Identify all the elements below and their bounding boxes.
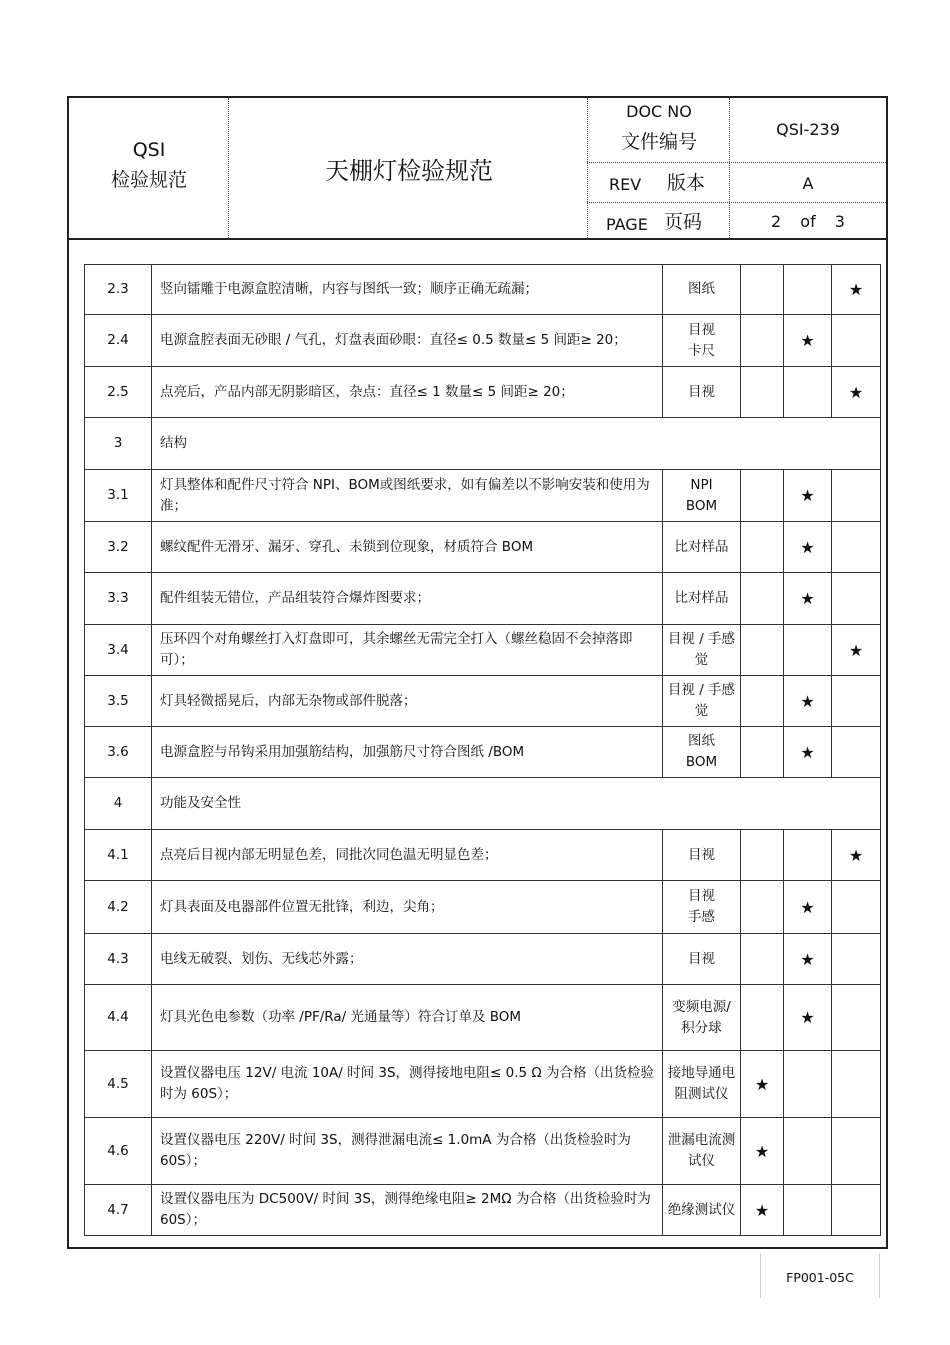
inspection-method: 目视 卡尺 <box>663 315 741 367</box>
severity-mark <box>832 727 881 778</box>
inspection-method: NPI BOM <box>663 470 741 522</box>
severity-mark <box>784 1118 832 1185</box>
item-number: 2.5 <box>85 367 152 418</box>
inspection-method: 目视 <box>663 934 741 985</box>
item-number: 3.5 <box>85 676 152 727</box>
severity-mark <box>741 934 784 985</box>
table-row <box>85 1051 881 1118</box>
doc-no-value: QSI-239 <box>776 120 840 139</box>
inspection-item: 点亮后，产品内部无阴影暗区，杂点：直径≤ 1 数量≤ 5 间距≥ 20； <box>152 367 663 418</box>
item-number: 4.3 <box>85 934 152 985</box>
org-name: 检验规范 <box>110 169 187 191</box>
inspection-method: 比对样品 <box>663 522 741 573</box>
table-row <box>85 522 881 573</box>
inspection-method: 绝缘测试仪 <box>663 1185 741 1236</box>
severity-mark <box>784 625 832 676</box>
severity-mark <box>832 1185 881 1236</box>
inspection-method: 目视 手感 <box>663 881 741 934</box>
inspection-method: 目视 <box>663 367 741 418</box>
inspection-method: 目视 <box>663 830 741 881</box>
doc-no-label-en: DOC NO <box>626 102 692 121</box>
item-number: 4.1 <box>85 830 152 881</box>
table-row <box>85 727 881 778</box>
item-number: 4.7 <box>85 1185 152 1236</box>
severity-mark <box>832 522 881 573</box>
severity-mark <box>832 470 881 522</box>
severity-mark: ★ <box>784 985 832 1051</box>
inspection-method: 目视 / 手感觉 <box>663 676 741 727</box>
org-code: QSI <box>132 139 166 161</box>
item-number: 4.5 <box>85 1051 152 1118</box>
inspection-method: 图纸 <box>663 265 741 315</box>
severity-mark <box>741 881 784 934</box>
severity-mark <box>832 934 881 985</box>
inspection-item: 灯具轻微摇晃后，内部无杂物或部件脱落； <box>152 676 663 727</box>
severity-mark: ★ <box>784 315 832 367</box>
table-row <box>85 470 881 522</box>
severity-mark <box>741 522 784 573</box>
severity-mark: ★ <box>741 1118 784 1185</box>
header-divider <box>587 202 886 203</box>
inspection-item: 电源盒腔表面无砂眼 / 气孔，灯盘表面砂眼：直径≤ 0.5 数量≤ 5 间距≥ 20； <box>152 315 663 367</box>
severity-mark: ★ <box>784 727 832 778</box>
inspection-method: 图纸 BOM <box>663 727 741 778</box>
item-number: 3.4 <box>85 625 152 676</box>
table-row <box>85 934 881 985</box>
severity-mark <box>741 315 784 367</box>
severity-mark: ★ <box>784 522 832 573</box>
severity-mark <box>741 676 784 727</box>
inspection-method: 泄漏电流测试仪 <box>663 1118 741 1185</box>
item-number: 4.6 <box>85 1118 152 1185</box>
severity-mark <box>784 830 832 881</box>
page-label-cn: 页码 <box>664 211 703 233</box>
inspection-item: 灯具整体和配件尺寸符合 NPI、BOM或图纸要求，如有偏差以不影响安装和使用为准； <box>152 470 663 522</box>
severity-mark <box>784 1185 832 1236</box>
rev-label-en: REV <box>609 175 642 194</box>
item-number: 3.3 <box>85 573 152 625</box>
item-number: 4.4 <box>85 985 152 1051</box>
table-row <box>85 1185 881 1236</box>
inspection-method: 比对样品 <box>663 573 741 625</box>
section-title: 功能及安全性 <box>152 778 881 830</box>
table-row <box>85 881 881 934</box>
severity-mark: ★ <box>784 470 832 522</box>
inspection-item: 电源盒腔与吊钩采用加强筋结构，加强筋尺寸符合图纸 /BOM <box>152 727 663 778</box>
header-divider <box>587 162 886 163</box>
item-number: 2.4 <box>85 315 152 367</box>
severity-mark <box>832 573 881 625</box>
severity-mark: ★ <box>741 1185 784 1236</box>
item-number: 2.3 <box>85 265 152 315</box>
inspection-item: 压环四个对角螺丝打入灯盘即可，其余螺丝无需完全打入（螺丝稳固不会掉落即可）； <box>152 625 663 676</box>
doc-no-label-cn: 文件编号 <box>620 131 697 153</box>
severity-mark <box>832 1051 881 1118</box>
severity-mark: ★ <box>832 625 881 676</box>
table-row <box>85 625 881 676</box>
inspection-item: 设置仪器电压为 DC500V/ 时间 3S，测得绝缘电阻≥ 2MΩ 为合格（出货检验时为 60S）； <box>152 1185 663 1236</box>
severity-mark <box>832 1118 881 1185</box>
table-row <box>85 573 881 625</box>
severity-mark <box>741 727 784 778</box>
severity-mark <box>784 265 832 315</box>
inspection-method: 变频电源/ 积分球 <box>663 985 741 1051</box>
severity-mark: ★ <box>784 934 832 985</box>
severity-mark: ★ <box>832 265 881 315</box>
severity-mark <box>741 573 784 625</box>
inspection-item: 螺纹配件无滑牙、漏牙、穿孔、未锁到位现象，材质符合 BOM <box>152 522 663 573</box>
severity-mark <box>784 1051 832 1118</box>
severity-mark <box>832 985 881 1051</box>
inspection-item: 电线无破裂、划伤、无线芯外露； <box>152 934 663 985</box>
item-number: 3.6 <box>85 727 152 778</box>
item-number: 3 <box>85 418 152 470</box>
document-title: 天棚灯检验规范 <box>325 157 493 185</box>
form-code: FP001-05C <box>760 1253 880 1298</box>
severity-mark: ★ <box>832 830 881 881</box>
item-number: 3.1 <box>85 470 152 522</box>
table-row <box>85 985 881 1051</box>
severity-mark <box>741 625 784 676</box>
severity-mark: ★ <box>784 881 832 934</box>
table-row <box>85 830 881 881</box>
table-row <box>85 367 881 418</box>
page-value: 2 of 3 <box>771 212 845 231</box>
inspection-item: 竖向镭雕于电源盒腔清晰，内容与图纸一致；顺序正确无疏漏； <box>152 265 663 315</box>
table-row <box>85 1118 881 1185</box>
inspection-item: 点亮后目视内部无明显色差，同批次同色温无明显色差； <box>152 830 663 881</box>
item-number: 3.2 <box>85 522 152 573</box>
inspection-method: 目视 / 手感觉 <box>663 625 741 676</box>
severity-mark <box>832 881 881 934</box>
severity-mark: ★ <box>784 676 832 727</box>
severity-mark <box>741 367 784 418</box>
inspection-item: 设置仪器电压 12V/ 电流 10A/ 时间 3S，测得接地电阻≤ 0.5 Ω 为合格（出货检验时为 60S）； <box>152 1051 663 1118</box>
inspection-item: 配件组装无错位，产品组装符合爆炸图要求； <box>152 573 663 625</box>
severity-mark <box>784 367 832 418</box>
severity-mark: ★ <box>832 367 881 418</box>
table-row <box>85 315 881 367</box>
item-number: 4 <box>85 778 152 830</box>
inspection-item: 设置仪器电压 220V/ 时间 3S，测得泄漏电流≤ 1.0mA 为合格（出货检验时为 60S）； <box>152 1118 663 1185</box>
inspection-item: 灯具光色电参数（功率 /PF/Ra/ 光通量等）符合订单及 BOM <box>152 985 663 1051</box>
inspection-method: 接地导通电阻测试仪 <box>663 1051 741 1118</box>
severity-mark <box>832 676 881 727</box>
inspection-item: 灯具表面及电器部件位置无批锋，利边，尖角； <box>152 881 663 934</box>
rev-value: A <box>802 174 814 193</box>
table-row <box>85 265 881 315</box>
severity-mark <box>741 470 784 522</box>
item-number: 4.2 <box>85 881 152 934</box>
section-row <box>85 778 881 830</box>
severity-mark <box>832 315 881 367</box>
page-label-en: PAGE <box>606 215 648 234</box>
table-row <box>85 676 881 727</box>
severity-mark: ★ <box>741 1051 784 1118</box>
section-title: 结构 <box>152 418 881 470</box>
severity-mark <box>741 830 784 881</box>
document-header <box>69 98 886 240</box>
rev-label-cn: 版本 <box>667 172 706 194</box>
inspection-table <box>84 264 881 1236</box>
severity-mark <box>741 985 784 1051</box>
section-row <box>85 418 881 470</box>
severity-mark <box>741 265 784 315</box>
severity-mark: ★ <box>784 573 832 625</box>
